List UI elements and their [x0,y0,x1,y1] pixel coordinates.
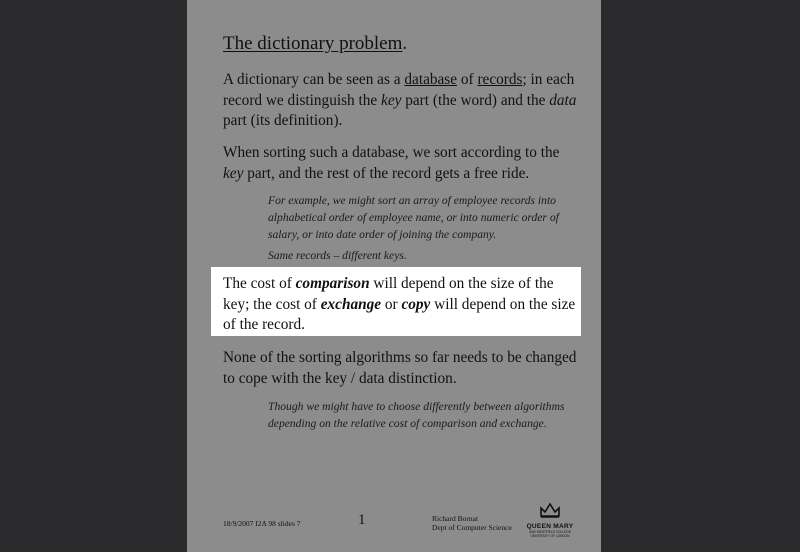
note-choose-differently: Though we might have to choose differently between algorithms depending on the relative cost of comparison and exchange. [268,400,565,430]
term-copy: copy [401,295,431,313]
term-data: data [549,91,577,109]
term-key: key [381,91,402,109]
note-example: For example, we might sort an array of employee records into alphabetical order of employee name, or into numeric order of salary, or into date order of joining the company. [268,194,559,241]
text-run: part (its definition). [223,112,343,129]
footer-dept: Dept of Computer Science [432,523,512,532]
paragraph-cost [223,274,579,336]
text-run: or [381,295,402,313]
text-run: The cost of [223,275,296,292]
logo-subtext-1: AND WESTFIELD COLLEGE [529,530,571,534]
text-run: When sorting such a database, we sort according to the [223,144,560,161]
term-exchange: exchange [320,295,382,313]
term-database: database [404,71,458,88]
paragraph-sorting [223,143,583,184]
highlighted-block [211,267,581,336]
slide-title [223,33,407,55]
text-run: part (the word) and the [401,91,550,109]
title-text: The dictionary problem [223,33,403,54]
page-number: 1 [358,512,366,528]
logo-text: QUEEN MARY [526,523,574,530]
text-run: part, and the rest of the record gets a free ride. [243,164,530,182]
text-run: of [457,71,478,88]
note-same-records: Same records – different keys. [268,249,407,262]
crown-icon [539,502,561,518]
term-records: records [477,71,523,88]
paragraph-dictionary [223,70,583,132]
text-run: will depend on the size of the record. [223,295,576,333]
title-suffix: . [402,33,408,54]
text-run: A dictionary can be seen as a [223,71,405,88]
footer-author: Richard Bornat [432,514,479,523]
logo-subtext-2: UNIVERSITY OF LONDON [530,534,570,538]
text-run: will depend on the size of the key; the cost of [223,275,554,313]
term-comparison: comparison [295,275,370,292]
footer-date: 18/9/2007 I2A 98 slides 7 [223,519,301,528]
text-run: ; in each record we distinguish the [223,71,575,109]
queen-mary-logo [526,502,574,538]
paragraph-no-change: None of the sorting algorithms so far needs to be changed to cope with the key / data distinction. [223,349,577,387]
footer-author-block [432,514,512,532]
term-key: key [223,164,244,182]
